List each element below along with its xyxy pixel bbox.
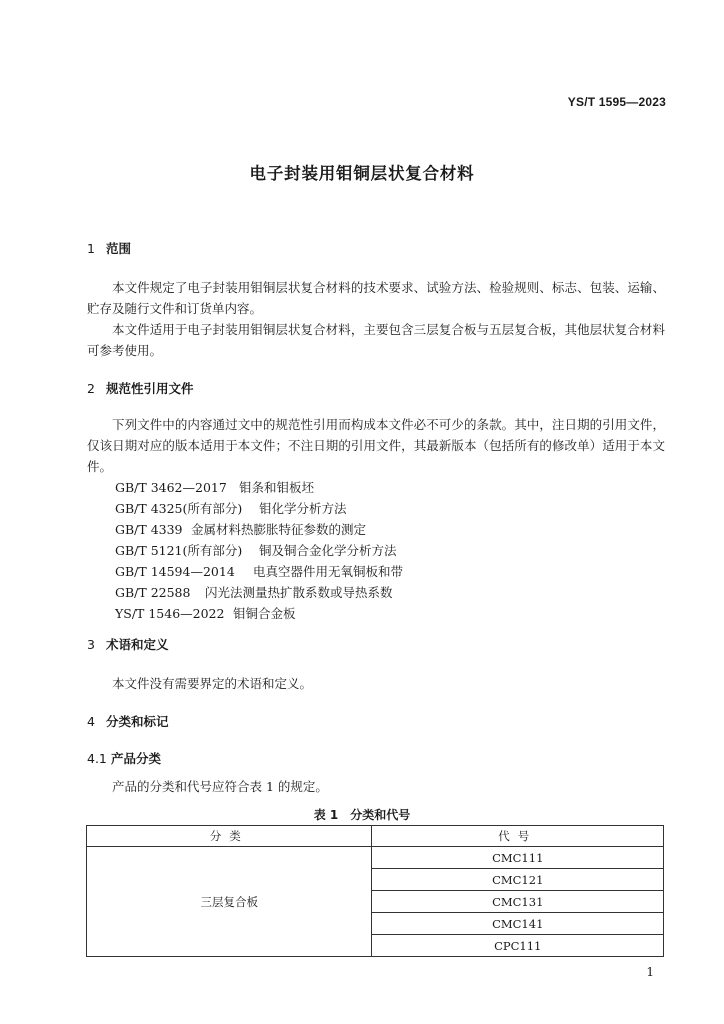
reference-title: 钼铜合金板	[233, 606, 296, 621]
section-2-heading	[87, 379, 194, 397]
standard-number: YS/T 1595—2023	[567, 95, 666, 109]
reference-item	[115, 540, 403, 561]
normative-intro	[87, 414, 665, 477]
reference-list	[115, 477, 403, 624]
section-1-heading	[87, 239, 131, 257]
reference-item	[115, 603, 403, 624]
document-title: 电子封装用钼铜层状复合材料	[249, 164, 475, 183]
scope-paragraph-1	[87, 277, 665, 319]
section-3-title: 术语和定义	[106, 637, 169, 652]
section-3-heading	[87, 635, 169, 653]
reference-title: 铜及铜合金化学分析方法	[259, 543, 397, 558]
reference-item	[115, 477, 403, 498]
scope-paragraph-2-text: 本文件适用于电子封装用钼铜层状复合材料，主要包含三层复合板与五层复合板，其他层状复合材料可参考使用。	[87, 322, 665, 358]
reference-code: GB/T 14594—2014	[115, 564, 235, 579]
reference-code: GB/T 5121(所有部分)	[115, 543, 243, 558]
reference-title: 钼条和钼板坯	[239, 480, 315, 495]
header-code: 代号	[372, 826, 664, 847]
table-header-row	[87, 826, 664, 847]
reference-item	[115, 498, 403, 519]
reference-title: 闪光法测量热扩散系数或导热系数	[205, 585, 393, 600]
table-1-caption: 表 1 分类和代号	[313, 808, 411, 822]
reference-title: 电真空器件用无氧铜板和带	[253, 564, 404, 579]
section-4-title: 分类和标记	[106, 714, 169, 729]
section-4-number: 4	[87, 714, 95, 729]
code-cell: CMC141	[372, 913, 664, 935]
reference-item	[115, 582, 403, 603]
classification-paragraph-text: 产品的分类和代号应符合表 1 的规定。	[112, 779, 328, 794]
reference-code: YS/T 1546—2022	[115, 606, 225, 621]
classification-table	[86, 825, 664, 957]
code-cell: CPC111	[372, 935, 664, 957]
table-row	[87, 847, 664, 869]
section-4-heading	[87, 712, 169, 730]
reference-code: GB/T 22588	[115, 585, 191, 600]
reference-code: GB/T 4325(所有部分)	[115, 501, 243, 516]
section-2-number: 2	[87, 381, 95, 396]
reference-code: GB/T 3462—2017	[115, 480, 227, 495]
code-cell: CMC121	[372, 869, 664, 891]
section-4-1-title: 产品分类	[111, 751, 162, 766]
section-2-title: 规范性引用文件	[106, 381, 194, 396]
scope-paragraph-1-text: 本文件规定了电子封装用钼铜层状复合材料的技术要求、试验方法、检验规则、标志、包装、运输、贮存及随行文件和订货单内容。	[87, 280, 665, 316]
code-cell: CMC111	[372, 847, 664, 869]
section-1-title: 范围	[106, 241, 132, 256]
page-number: 1	[646, 965, 654, 979]
section-4-1-number: 4.1	[87, 751, 107, 766]
code-cell: CMC131	[372, 891, 664, 913]
category-cell: 三层复合板	[87, 847, 372, 957]
reference-title: 钼化学分析方法	[259, 501, 347, 516]
section-1-number: 1	[87, 241, 95, 256]
section-4-1-heading	[87, 749, 161, 767]
reference-code: GB/T 4339	[115, 522, 183, 537]
scope-paragraph-2	[87, 319, 665, 361]
reference-item	[115, 561, 403, 582]
header-category: 分类	[87, 826, 372, 847]
terms-paragraph	[87, 673, 665, 694]
section-3-number: 3	[87, 637, 95, 652]
classification-paragraph	[87, 776, 665, 797]
reference-item	[115, 519, 403, 540]
terms-paragraph-text: 本文件没有需要界定的术语和定义。	[112, 676, 313, 691]
reference-title: 金属材料热膨胀特征参数的测定	[191, 522, 367, 537]
normative-intro-text: 下列文件中的内容通过文中的规范性引用而构成本文件必不可少的条款。其中，注日期的引用文件，仅该日期对应的版本适用于本文件；不注日期的引用文件，其最新版本（包括所有的修改单）适用于本文件。	[87, 417, 665, 474]
